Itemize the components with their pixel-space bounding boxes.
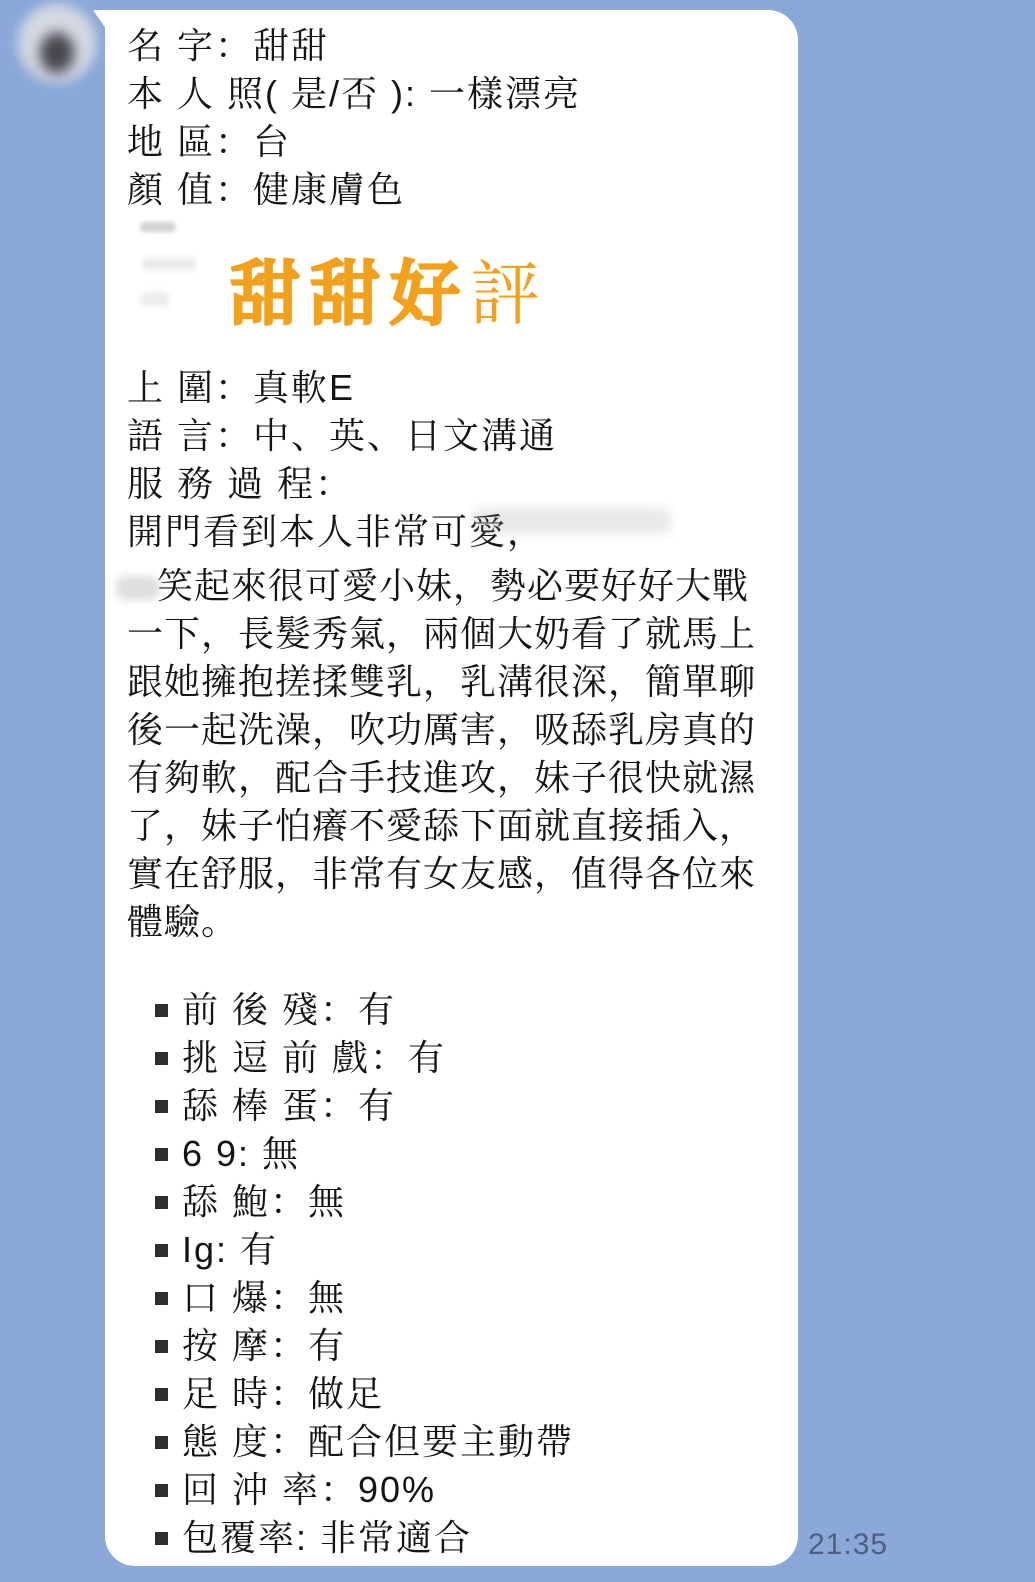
list-item [127, 1130, 776, 1178]
square-bullet-icon [155, 1388, 168, 1401]
list-item-text: 態 度：配合但要主動帶 [182, 1421, 575, 1462]
paragraph-line: 跟她擁抱搓揉雙乳，乳溝很深，簡單聊 [127, 661, 757, 702]
detail-line: 服 務 過 程： [127, 463, 354, 504]
list-item [127, 986, 776, 1034]
service-list [127, 986, 776, 1562]
paragraph-line: 後一起洗澡，吹功厲害，吸舔乳房真的 [127, 709, 757, 750]
detail-line: 上 圍：真軟E [127, 367, 356, 408]
list-item [127, 1418, 776, 1466]
review-title-plain: 評 [470, 255, 544, 333]
list-item [127, 1514, 776, 1562]
list-item-text: 6 9: 無 [182, 1133, 301, 1174]
detail-line: 語 言：中、英、日文溝通 [127, 415, 558, 456]
review-title [127, 252, 776, 336]
paragraph-line: 了，妹子怕癢不愛舔下面就直接插入， [127, 805, 757, 846]
square-bullet-icon [155, 1100, 168, 1113]
list-item-text: 舔 鮑：無 [182, 1181, 347, 1222]
square-bullet-icon [155, 1340, 168, 1353]
list-item [127, 1034, 776, 1082]
square-bullet-icon [155, 1052, 168, 1065]
review-paragraph [127, 562, 776, 946]
square-bullet-icon [155, 1292, 168, 1305]
message-bubble[interactable] [105, 10, 798, 1566]
info-line: 地 區：台 [127, 121, 292, 162]
list-item-text: 挑 逗 前 戲：有 [182, 1037, 447, 1078]
info-line: 本 人 照( 是/否 ): 一樣漂亮 [127, 73, 581, 114]
detail-line: 開門看到本人非常可愛， [127, 511, 546, 552]
profile-info-block [127, 22, 776, 214]
square-bullet-icon [155, 1196, 168, 1209]
list-item-text: 口 爆：無 [182, 1277, 347, 1318]
paragraph-line: 笑起來很可愛小妹，勢必要好好大戰 [157, 565, 750, 606]
list-item [127, 1274, 776, 1322]
paragraph-line: 一下，長髮秀氣，兩個大奶看了就馬上 [127, 613, 757, 654]
square-bullet-icon [155, 1436, 168, 1449]
square-bullet-icon [155, 1004, 168, 1017]
list-item [127, 1178, 776, 1226]
list-item-text: 足 時：做足 [182, 1373, 385, 1414]
paragraph-line: 體驗。 [127, 901, 239, 942]
list-item-text: 按 摩：有 [182, 1325, 347, 1366]
review-title-decorated: 甜甜好 [230, 255, 470, 333]
detail-block [127, 364, 776, 556]
list-item [127, 1370, 776, 1418]
list-item-text: 回 沖 率：90% [182, 1469, 437, 1510]
list-item [127, 1082, 776, 1130]
square-bullet-icon [155, 1532, 168, 1545]
list-item-text: 前 後 殘：有 [182, 989, 397, 1030]
list-item [127, 1226, 776, 1274]
list-item [127, 1322, 776, 1370]
info-line: 顏 值：健康膚色 [127, 169, 406, 210]
list-item-text: 包覆率: 非常適合 [182, 1517, 473, 1558]
info-line: 名 字：甜甜 [127, 25, 330, 66]
square-bullet-icon [155, 1484, 168, 1497]
message-timestamp: 21:35 [808, 1528, 889, 1561]
paragraph-line: 有夠軟，配合手技進攻，妹子很快就濕 [127, 757, 757, 798]
square-bullet-icon [155, 1148, 168, 1161]
sender-avatar[interactable] [16, 2, 98, 84]
square-bullet-icon [155, 1244, 168, 1257]
list-item-text: Ig: 有 [182, 1229, 279, 1270]
list-item [127, 1466, 776, 1514]
paragraph-line: 實在舒服，非常有女友感，值得各位來 [127, 853, 757, 894]
list-item-text: 舔 棒 蛋：有 [182, 1085, 397, 1126]
